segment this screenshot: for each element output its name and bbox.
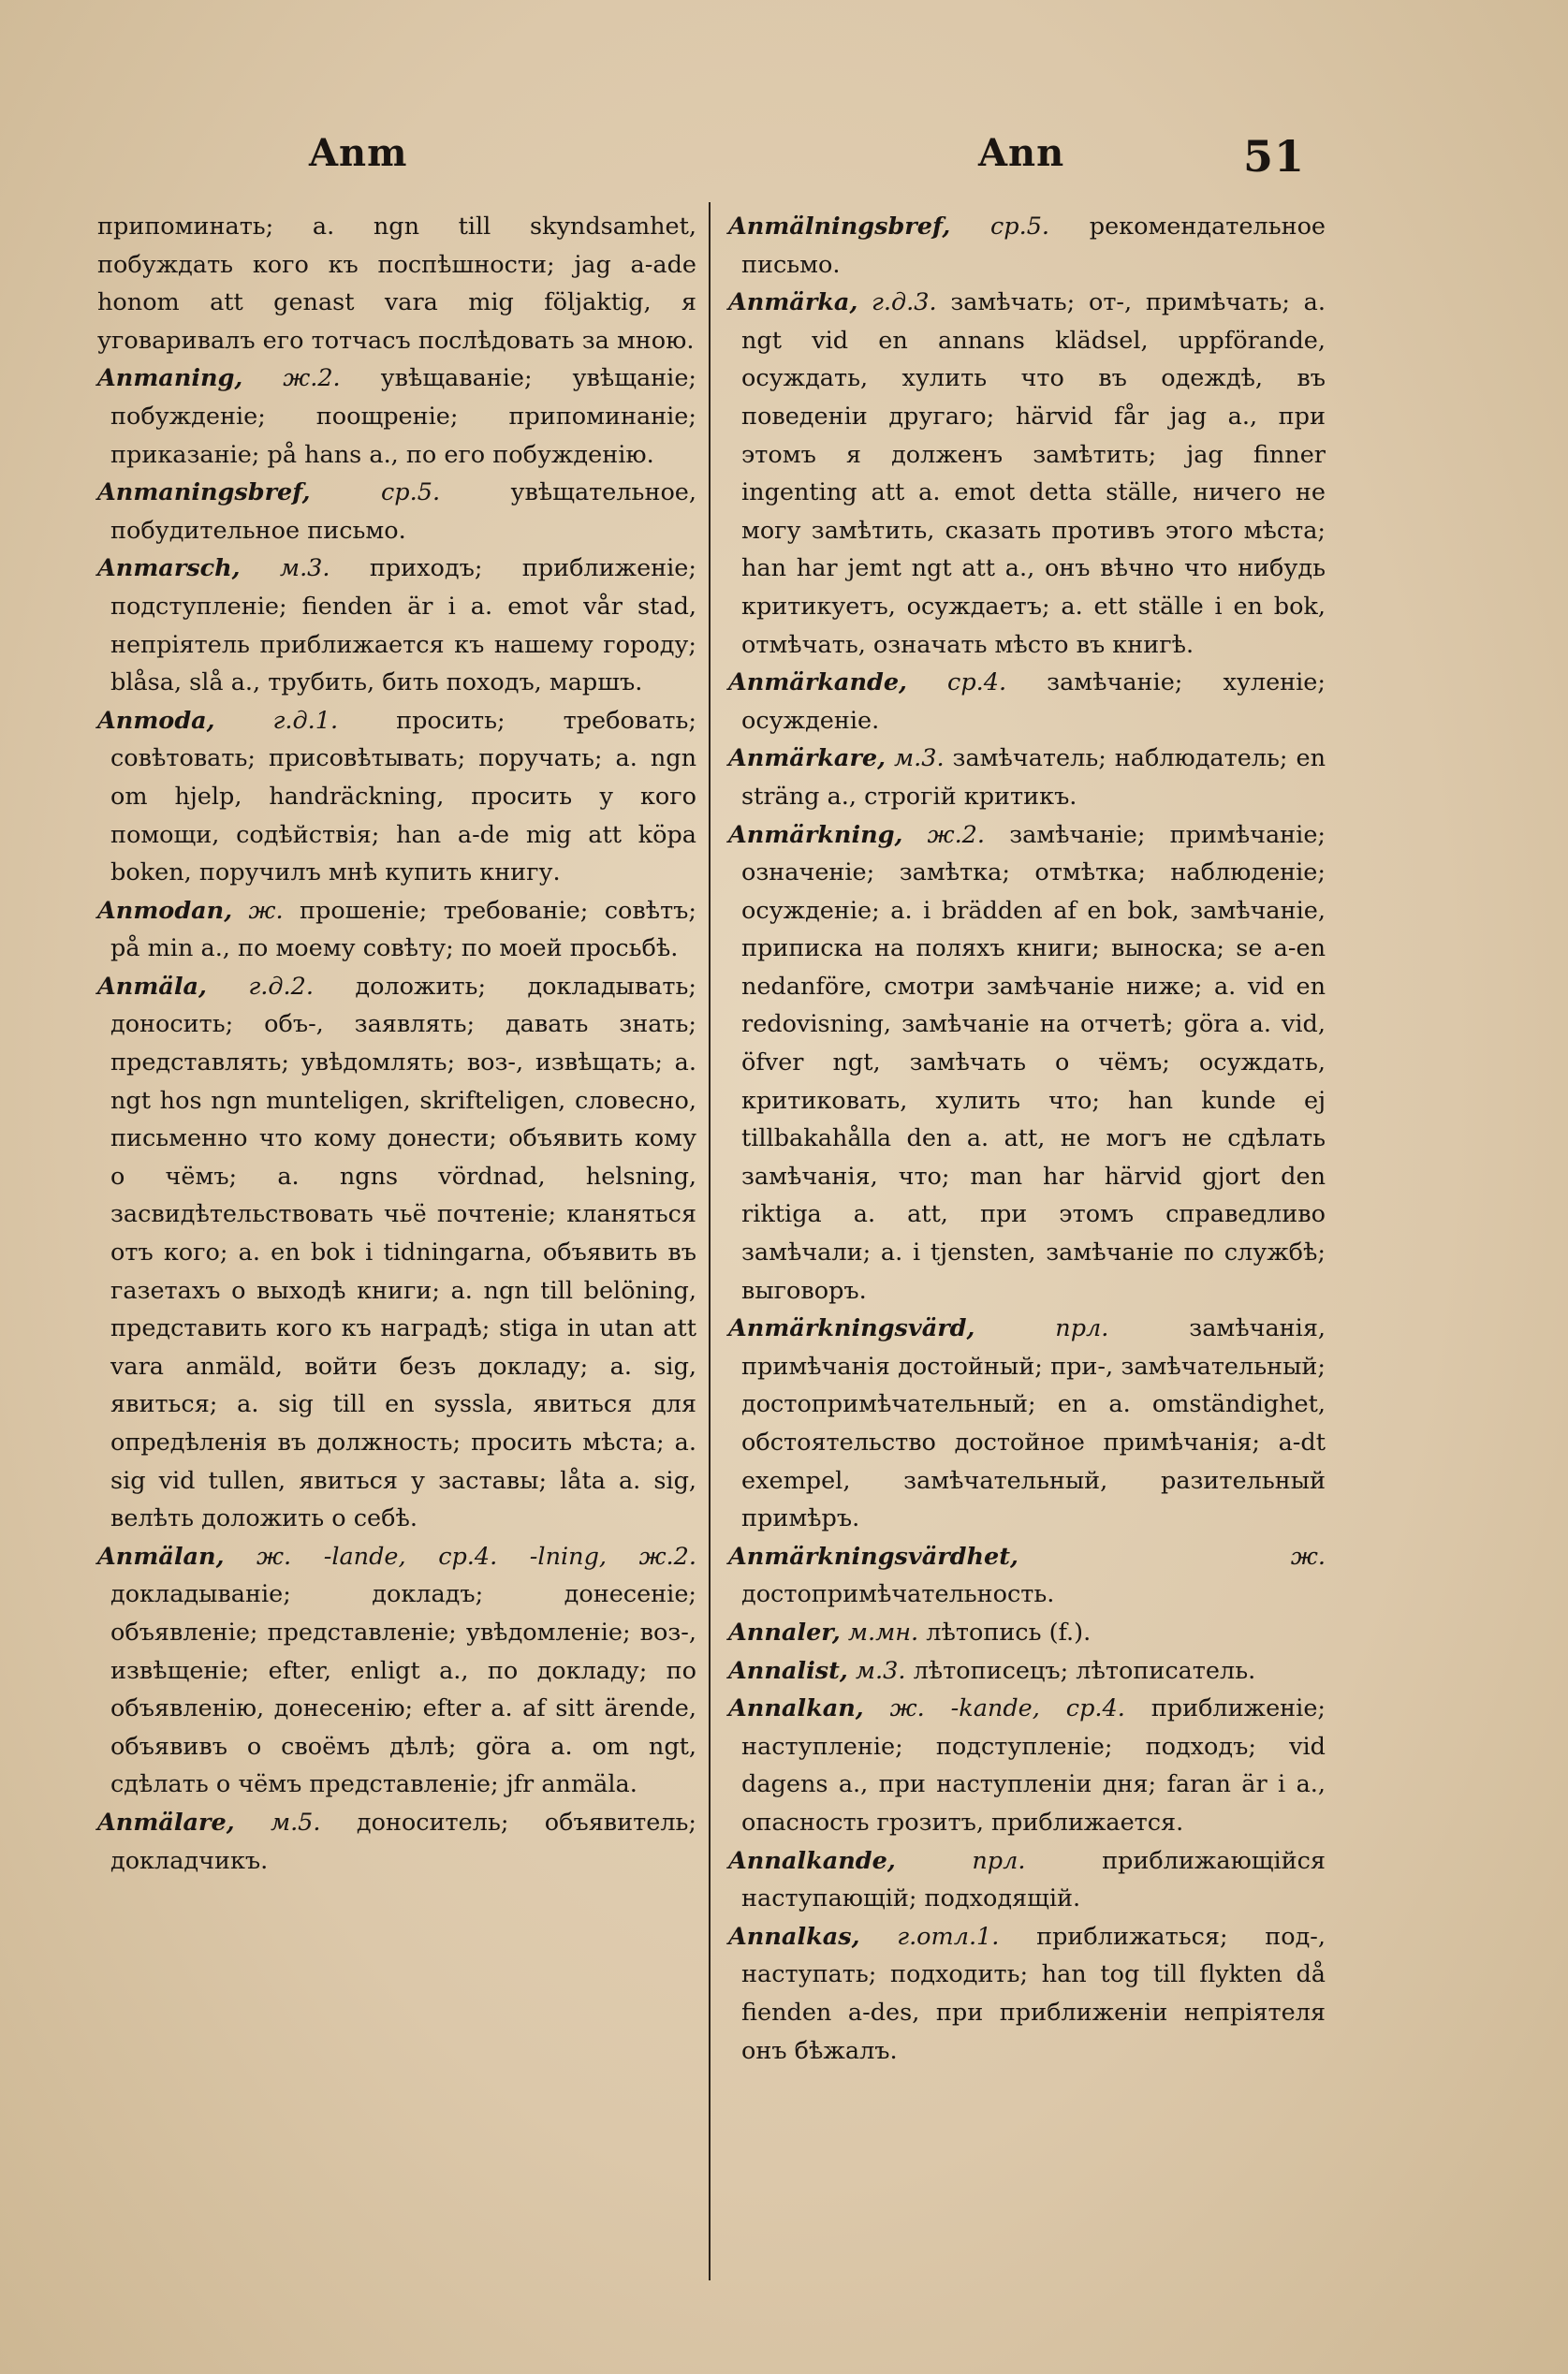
entry-headword: Anmoda, <box>97 706 215 735</box>
entry-grammar: м.3. <box>855 1656 906 1685</box>
left-guide-word: Anm <box>309 131 408 175</box>
dictionary-entry <box>97 359 696 474</box>
entry-grammar: г.д.3. <box>872 288 937 317</box>
entry-headword: Anmaningsbref, <box>97 478 311 507</box>
page-header <box>0 131 1568 197</box>
entry-grammar: м.3. <box>279 554 330 583</box>
entry-headword: Annaler, <box>728 1618 841 1647</box>
entry-text: замѣчанія, примѣчанія достойный; при-, замѣчательный; достопримѣчательный; en a. omständighet, обстоятельство достойное примѣчанія; a-dt exempel, замѣчательный, разительный примѣръ. <box>741 1314 1326 1533</box>
right-column <box>728 208 1326 2070</box>
entry-grammar: ж.2. <box>927 820 986 849</box>
entry-text: лѣтопись (f.). <box>926 1618 1092 1647</box>
entry-grammar: ср.4. <box>947 668 1007 697</box>
entry-grammar: г.д.2. <box>248 972 314 1001</box>
entry-headword: Anmärka, <box>728 288 858 317</box>
right-guide-word: Ann <box>978 131 1065 175</box>
entry-text: замѣчать; от-, примѣчать; a. ngt vid en annans klädsel, uppförande, осуждать, хулить что въ одеждѣ, въ поведеніи другаго; härvid får jag a., при этомъ я долженъ замѣтить; jag finner ingenting att a. emot detta ställe, ничего не могу замѣтить, сказать противъ этого мѣста; han har jemt ngt att a., онъ вѣчно что нибудь критикуетъ, осуждаетъ; a. ett ställe i en bok, отмѣчать, означать мѣсто въ книгѣ. <box>741 288 1326 659</box>
left-column <box>97 208 696 1880</box>
entry-text: лѣтописецъ; лѣтописатель. <box>913 1656 1256 1685</box>
entry-text: доноситель; объявитель; докладчикъ. <box>110 1808 697 1875</box>
entry-grammar: ср.5. <box>381 478 441 507</box>
entry-headword: Anmäla, <box>97 972 207 1001</box>
entry-text: увѣщаваніе; увѣщаніе; побужденіе; поощреніе; припоминаніе; приказаніе; på hans a., по его побужденію. <box>110 364 697 469</box>
entry-headword: Anmälare, <box>97 1808 235 1837</box>
entry-grammar: прл. <box>1055 1314 1109 1343</box>
page-number: 51 <box>1243 131 1306 182</box>
dictionary-entry <box>97 208 696 359</box>
entry-text: просить; требовать; совѣтовать; присовѣтывать; поручать; a. ngn om hjelp, handräckning, просить у кого помощи, содѣйствія; han a-de mig att köpa boken, поручилъ мнѣ купить книгу. <box>110 706 696 887</box>
entry-grammar: м.3. <box>893 744 945 773</box>
dictionary-entry <box>728 284 1326 664</box>
column-divider <box>709 202 711 2280</box>
dictionary-entry <box>728 208 1326 284</box>
entry-headword: Annalkas, <box>728 1922 860 1951</box>
entry-grammar: ж. <box>1290 1542 1326 1571</box>
entry-grammar: ж.2. <box>283 364 341 393</box>
entry-headword: Anmärkare, <box>728 744 886 773</box>
entry-grammar: ср.5. <box>989 212 1050 241</box>
entry-text: приближеніе; наступленіе; подступленіе; подходъ; vid dagens a., при наступленіи дня; faran är i a., опасность грозитъ, приближается. <box>741 1694 1326 1837</box>
entry-grammar: м.5. <box>270 1808 321 1837</box>
dictionary-entry <box>728 1614 1326 1652</box>
entry-headword: Anmärkande, <box>728 668 907 697</box>
dictionary-entry <box>97 968 696 1538</box>
entry-text: приходъ; приближеніе; подступленіе; fienden är i a. emot vår stad, непріятель приближается къ нашему городу; blåsa, slå a., трубить, бить походъ, маршъ. <box>110 554 696 697</box>
entry-text: замѣчатель; наблюдатель; en sträng a., строгій критикъ. <box>741 744 1326 811</box>
entry-grammar: прл. <box>972 1846 1026 1875</box>
entry-headword: Anmodan, <box>97 896 233 925</box>
entry-headword: Annalkan, <box>728 1694 864 1723</box>
dictionary-entry <box>97 702 696 892</box>
entry-headword: Annalist, <box>728 1656 848 1685</box>
dictionary-entry <box>728 1652 1326 1691</box>
dictionary-entry <box>728 816 1326 1311</box>
entry-grammar: ж. -kande, ср.4. <box>889 1694 1125 1723</box>
entry-text: приближаться; под-, наступать; подходить; han tog till flykten då fienden a-des, при приближеніи непріятеля онъ бѣжалъ. <box>741 1922 1326 2065</box>
entry-grammar: ж. -lande, ср.4. -lning, ж.2. <box>256 1542 696 1571</box>
entry-text: достопримѣчательность. <box>741 1580 1055 1609</box>
dictionary-entry <box>728 1310 1326 1538</box>
dictionary-entry <box>97 1804 696 1880</box>
entry-headword: Anmälan, <box>97 1542 225 1571</box>
dictionary-entry <box>97 1538 696 1804</box>
entry-headword: Anmälningsbref, <box>728 212 951 241</box>
entry-text: докладываніе; докладъ; донесеніе; объявленіе; представленіе; увѣдомленіе; воз-, извѣщеніе; efter, enligt a., по докладу; по объявленію, донесенію; efter a. af sitt ärende, объявивъ о своёмъ дѣлѣ; göra a. om ngt, сдѣлать о чёмъ представленіе; jfr anmäla. <box>110 1580 696 1799</box>
entry-grammar: г.отл.1. <box>897 1922 1000 1951</box>
entry-headword: Anmarsch, <box>97 554 241 583</box>
dictionary-entry <box>728 1842 1326 1918</box>
entry-grammar: г.д.1. <box>272 706 339 735</box>
entry-text: замѣчаніе; хуленіе; осужденіе. <box>741 668 1326 735</box>
dictionary-entry <box>728 1538 1326 1614</box>
entry-text: приближающійся наступающій; подходящій. <box>741 1846 1326 1913</box>
entry-headword: Anmärkningsvärd, <box>728 1314 975 1343</box>
dictionary-entry <box>728 1918 1326 2070</box>
entry-headword: Annalkande, <box>728 1846 896 1875</box>
entry-text: припоминать; a. ngn till skyndsamhet, побуждать кого къ поспѣшности; jag a-ade honom att genast vara mig följaktig, я уговаривалъ его тотчасъ послѣдовать за мною. <box>97 212 696 355</box>
dictionary-entry <box>97 892 696 968</box>
entry-text: увѣщательное, побудительное письмо. <box>110 478 696 545</box>
entry-text: доложить; докладывать; доносить; объ-, заявлять; давать знать; представлять; увѣдомлять; воз-, извѣщать; a. ngt hos ngn munteligen, skrifteligen, словесно, письменно что кому донести; объявить кому о чёмъ; a. ngns vördnad, helsning, засвидѣтельствовать чьё почтеніе; кланяться отъ кого; a. en bok i tidningarna, объявить въ газетахъ о выходѣ книги; a. ngn till belöning, представить кого къ наградѣ; stiga in utan att vara anmäld, войти безъ докладу; a. sig, явиться; a. sig till en syssla, явиться для опредѣленія въ должность; просить мѣста; a. sig vid tullen, явиться у заставы; låta a. sig, велѣть доложить о себѣ. <box>110 972 696 1533</box>
dictionary-entry <box>97 550 696 701</box>
dictionary-entry <box>97 474 696 550</box>
entry-grammar: ж. <box>248 896 284 925</box>
entry-text: прошеніе; требованіе; совѣтъ; på min a., по моему совѣту; по моей просьбѣ. <box>110 896 697 963</box>
dictionary-entry <box>728 1690 1326 1841</box>
entry-headword: Anmärkningsvärdhet, <box>728 1542 1018 1571</box>
entry-text: рекомендательное письмо. <box>741 212 1326 279</box>
dictionary-entry <box>728 740 1326 815</box>
entry-headword: Anmaning, <box>97 364 243 393</box>
entry-grammar: м.мн. <box>847 1618 919 1647</box>
entry-text: замѣчаніе; примѣчаніе; означеніе; замѣтка; отмѣтка; наблюденіе; осужденіе; a. i brädden af en bok, замѣчаніе, приписка на поляхъ книги; выноска; se a-en nedanföre, смотри замѣчаніе ниже; a. vid en redovisning, замѣчаніе на отчетѣ; göra a. vid, öfver ngt, замѣчать о чёмъ; осуждать, критиковать, хулить что; han kunde ej tillbakahålla den a. att, не могъ не сдѣлать замѣчанія, что; man har härvid gjort den riktiga a. att, при этомъ справедливо замѣчали; a. i tjensten, замѣчаніе по службѣ; выговоръ. <box>741 820 1326 1305</box>
entry-headword: Anmärkning, <box>728 820 903 849</box>
dictionary-entry <box>728 664 1326 740</box>
